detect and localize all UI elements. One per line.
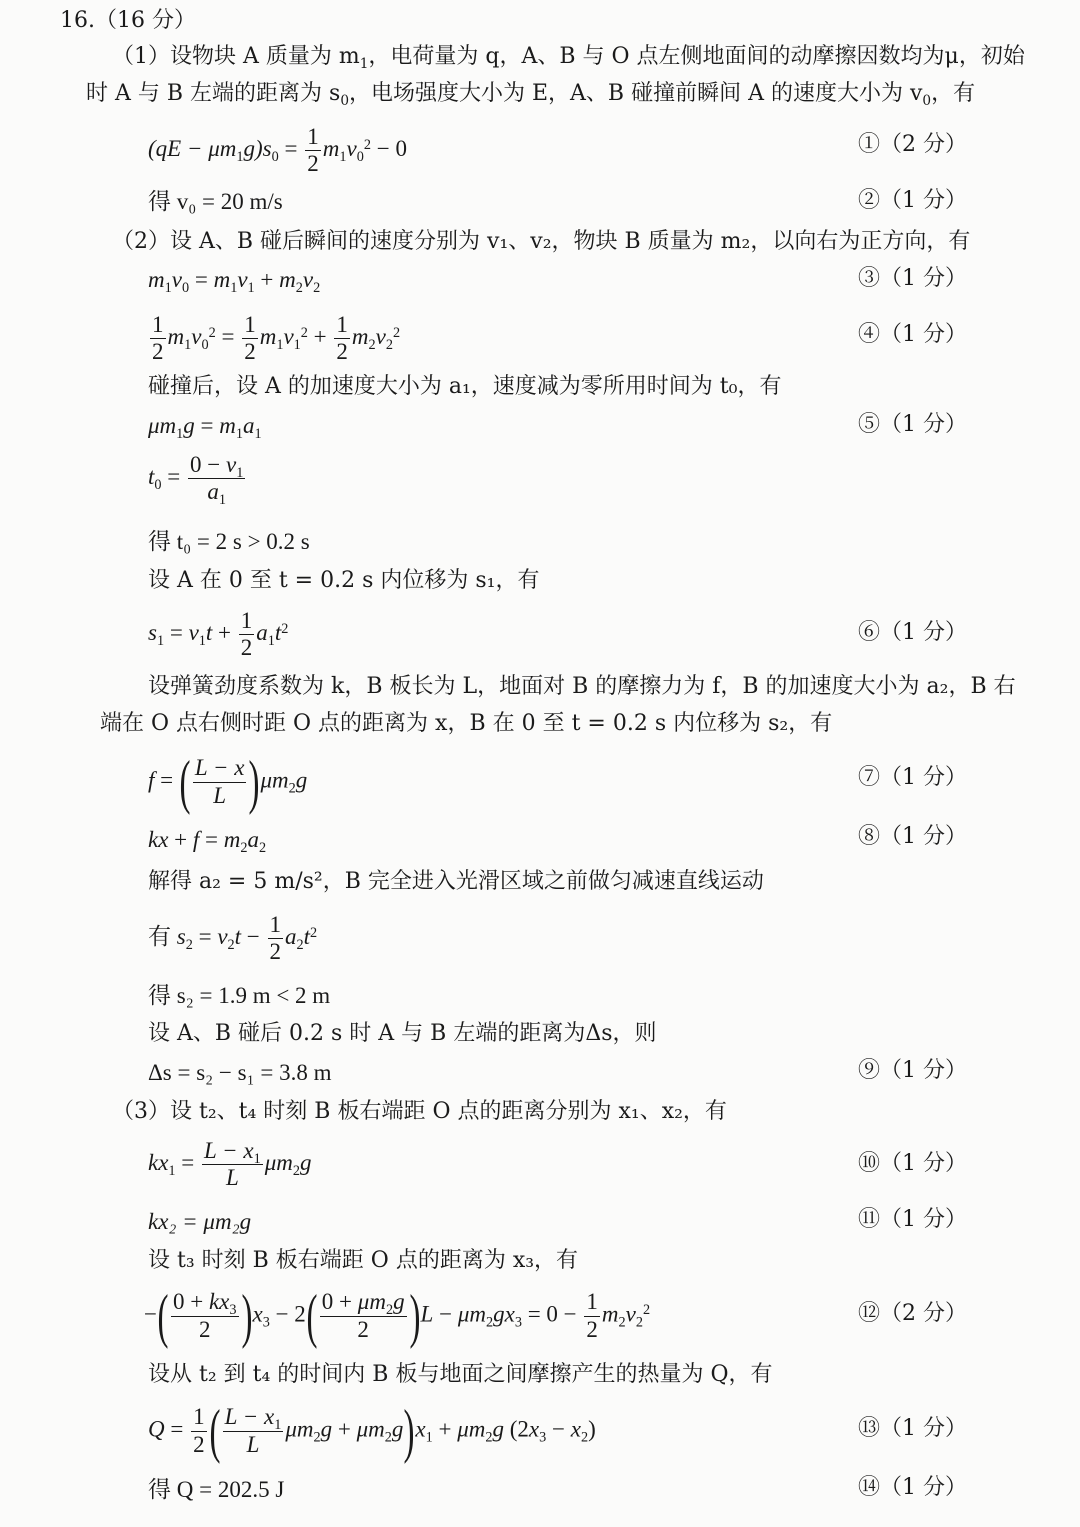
score-tag-7: ⑦（1 分） [858,765,967,790]
equation-8: kx + $f = m_2a_2$ [148,827,267,856]
problem-header [60,10,196,32]
a2-result: 解得 a₂ = 5 m/s²，B 完全进入光滑区域之前做匀减速直线运动 [148,869,764,894]
equation-6: $s_1 = v_1t$ + $\frac{1}{2}$ $a_1t^2$ [148,608,289,661]
score-tag-3: ③（1 分） [858,266,967,291]
part1-line1: （1）设物块 A 质量为 $m_1$，电荷量为 q，A、B 与 O 点左侧地面间的动摩擦因数均为μ，初始 [112,44,1025,72]
spring-line1: 设弹簧劲度系数为 k，B 板长为 L，地面对 B 的摩擦力为 f，B 的加速度大小为 a₂，B 右 [148,674,1016,699]
score-tag-1: ①（2 分） [858,132,967,157]
part2-intro: （2）设 A、B 碰后瞬间的速度分别为 v₁、v₂，物块 B 质量为 m₂，以向右为正方向，有 [112,229,971,254]
equation-9: Δs = s₂ − s₁ = 3.8 m [148,1060,332,1085]
equation-4: $\frac{1}{2}$ $m_1v_0^2$ = $\frac{1}{2}$ $m_1v_1^2$ + $\frac{1}{2}$ $m_2v_2^2$ [152,312,401,365]
part3-intro: （3）设 t₂、t₄ 时刻 B 板右端距 O 点的距离分别为 x₁、x₂，有 [112,1099,727,1124]
result-q: 得 Q = 202.5 J [148,1477,285,1502]
spring-line2: 端在 O 点右侧时距 O 点的距离为 x，B 在 0 至 t = 0.2 s 内位移为 s₂，有 [100,711,833,736]
equation-t0: $t_0$ = $\frac{0 - v_1}{a_1}$ [148,452,244,509]
part1-line2: 时 A 与 B 左端的距离为 $s_0$，电场强度大小为 E，A、B 碰撞前瞬间 A 的速度大小为 $v_0$，有 [86,81,976,109]
equation-5: $\mu m_1g = m_1a_1$ [148,413,262,442]
t3-intro: 设 t₃ 时刻 B 板右端距 O 点的距离为 x₃，有 [148,1248,579,1273]
score-tag-13: ⑬（1 分） [858,1416,967,1441]
result-t0: 得 t₀ = 2 s > 0.2 s [148,529,310,554]
score-tag-14: ⑭（1 分） [858,1475,967,1500]
score-tag-11: ⑪（1 分） [858,1207,967,1232]
problem-score: （16 分） [95,8,196,33]
score-tag-10: ⑩（1 分） [858,1151,967,1176]
score-tag-5: ⑤（1 分） [858,412,967,437]
equation-s2: 有 $s_2 = v_2t$ − $\frac{1}{2}$ $a_2t^2$ [148,912,318,965]
delta-s-intro: 设 A、B 碰后 0.2 s 时 A 与 B 左端的距离为Δs，则 [148,1021,657,1046]
problem-number: 16. [60,8,95,33]
result-s2: 得 s₂ = 1.9 m < 2 m [148,983,331,1008]
score-tag-2: ②（1 分） [858,188,967,213]
equation-1: $(qE - \mu m_1g)s_0$ = $\frac{1}{2}$ $m_1v_0^2 - 0$ [148,124,407,177]
score-tag-9: ⑨（1 分） [858,1058,967,1083]
equation-7: f = ( $\frac{L - x}{L}$ )$\mu m_2g$ [148,749,308,815]
equation-10: $kx_1$ = $\frac{L - x_1}{L}$ $\mu m_2g$ [148,1138,312,1191]
equation-11: kx₂ = μm₂g [148,1209,252,1234]
q-intro: 设从 t₂ 到 t₄ 的时间内 B 板与地面之间摩擦产生的热量为 Q，有 [148,1362,773,1387]
score-tag-8: ⑧（1 分） [858,824,967,849]
score-tag-6: ⑥（1 分） [858,620,967,645]
score-tag-12: ⑫（2 分） [858,1301,967,1326]
result-v0: 得 v₀ = 20 m/s [148,189,283,214]
equation-13: Q = $\frac{1}{2}$ ( $\frac{L - x_1}{L}$ $\mu m_2g + \mu m_2g)x_1 + \mu m_2g$ $(2x_3 - x_2)$ [148,1398,596,1464]
s1-intro: 设 A 在 0 至 t = 0.2 s 内位移为 s₁，有 [148,568,540,593]
equation-3: $m_1v_0 = m_1v_1 + m_2v_2$ [148,267,321,296]
score-tag-4: ④（1 分） [858,322,967,347]
collision-text: 碰撞后，设 A 的加速度大小为 a₁，速度减为零所用时间为 t₀，有 [148,374,782,399]
equation-12: −( $\frac{0 + kx_3}{2}$ )$x_3 - 2$( $\frac{0 + \mu m_2g}{2}$ )$L - \mu m_2gx_3 = 0$ − $\frac{1}{2}$ $m_2v_2^2$ [144,1283,651,1349]
